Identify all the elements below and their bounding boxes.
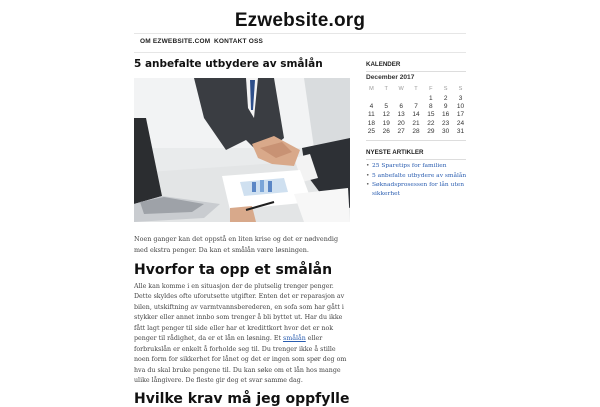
calendar-day: 28 bbox=[412, 127, 420, 135]
calendar-week-row bbox=[364, 119, 468, 127]
handshake-photo bbox=[134, 78, 350, 222]
calendar-day: 20 bbox=[397, 119, 405, 127]
calendar-day: 21 bbox=[412, 119, 420, 127]
calendar-day: 31 bbox=[456, 127, 465, 135]
calendar-day: 8 bbox=[429, 102, 433, 110]
calendar-day bbox=[409, 94, 424, 102]
calendar-caption: December 2017 bbox=[366, 74, 415, 81]
calendar-day bbox=[379, 94, 394, 102]
calendar-week-row bbox=[364, 111, 468, 119]
calendar-day: 24 bbox=[456, 119, 465, 127]
recent-articles-list bbox=[366, 162, 470, 199]
calendar-day: 4 bbox=[369, 102, 374, 110]
calendar-weekday: M bbox=[369, 86, 374, 92]
recent-article-link[interactable]: 25 Sparetips for familien bbox=[372, 163, 447, 169]
calendar-widget-title: KALENDER bbox=[366, 61, 466, 72]
calendar-day: 19 bbox=[382, 119, 390, 127]
calendar-day: 16 bbox=[442, 111, 450, 119]
recent-article-item bbox=[366, 162, 470, 171]
calendar-weekday: W bbox=[398, 86, 404, 92]
calendar-day: 17 bbox=[456, 111, 465, 119]
calendar-day: 6 bbox=[399, 102, 403, 110]
calendar-day: 10 bbox=[456, 102, 465, 110]
calendar-day: 27 bbox=[397, 127, 405, 135]
calendar-day: 13 bbox=[397, 111, 405, 119]
calendar-day: 14 bbox=[412, 111, 420, 119]
section-heading-2: Hvilke krav må jeg oppfylle bbox=[134, 391, 350, 407]
calendar-week-row bbox=[364, 102, 468, 110]
calendar-day: 29 bbox=[427, 127, 435, 135]
calendar-day: 23 bbox=[442, 119, 450, 127]
nav-item-kontakt-oss[interactable]: KONTAKT OSS bbox=[214, 38, 264, 45]
main-navigation bbox=[134, 33, 466, 53]
calendar-week-row bbox=[364, 94, 468, 102]
nav-item-om-ezwebsite[interactable]: OM EZWEBSITE.COM bbox=[140, 38, 211, 45]
calendar-day: 3 bbox=[458, 94, 463, 102]
calendar-day: 18 bbox=[367, 119, 376, 127]
calendar-day: 5 bbox=[384, 102, 389, 110]
calendar-weekday: T bbox=[414, 86, 418, 92]
post-intro: Noen ganger kan det oppstå en liten krise og det er nødvendig med ekstra penger. Da kan et smålån være løsningen. bbox=[134, 235, 339, 254]
calendar-day: 26 bbox=[382, 127, 390, 135]
post-body-paragraph bbox=[134, 282, 350, 387]
recent-articles-title: NYESTE ARTIKLER bbox=[366, 149, 466, 160]
recent-article-item bbox=[366, 172, 470, 181]
calendar-day: 25 bbox=[367, 127, 376, 135]
body-text-part2: eller forbrukslån er enkelt å forholde seg til. Du trenger ikke å stille noen form for sikkerhet for lånet og det er ingen som spør deg om hva du skal bruke pengene til. Du kan søke om et lån hos mange ulike långivere. De fleste gir deg et svar samme dag. bbox=[134, 335, 347, 385]
recent-article-link[interactable]: 5 anbefalte utbydere av smålån bbox=[372, 172, 467, 179]
recent-article-item bbox=[366, 181, 470, 198]
site-title[interactable]: Ezwebsite.org bbox=[234, 10, 366, 31]
calendar-weekday: S bbox=[443, 86, 448, 92]
calendar-day: 1 bbox=[429, 94, 433, 102]
calendar-day bbox=[364, 94, 379, 102]
body-text-part1: Alle kan komme i en situasjon der de plutselig trenger penger. Dette skyldes ofte uforutsette utgifter. Enten det er reparasjon av bilen, utskiftning av varmtvannsberederen, en sofa som har gått i stykker eller annet innbo som trenger å bli byttet ut. Har du ikke fått lagt penger til side eller har et kredittkort hvor det er nok penger til rådighet, da er et lån en løsning. Et bbox=[134, 283, 345, 343]
calendar-day: 12 bbox=[382, 111, 390, 119]
calendar-table bbox=[364, 84, 468, 135]
calendar-day: 11 bbox=[368, 111, 375, 119]
calendar-day: 22 bbox=[427, 119, 435, 127]
calendar-day bbox=[394, 94, 409, 102]
recent-article-link[interactable]: Søknadsprosessen for lån uten sikkerhet bbox=[372, 182, 465, 197]
calendar-weekday: F bbox=[429, 86, 433, 92]
calendar-day: 9 bbox=[443, 102, 448, 110]
post-title[interactable]: 5 anbefalte utbydere av smålån bbox=[134, 58, 323, 70]
section-heading: Hvorfor ta opp et smålån bbox=[134, 262, 333, 278]
calendar-day: 15 bbox=[427, 111, 435, 119]
smalan-link[interactable]: smålån bbox=[283, 335, 306, 343]
calendar-day: 2 bbox=[443, 94, 448, 102]
calendar-day: 7 bbox=[414, 102, 418, 110]
calendar-day: 30 bbox=[442, 127, 450, 135]
calendar-weekday: S bbox=[458, 86, 463, 92]
post-featured-image bbox=[134, 78, 350, 222]
calendar-week-row bbox=[364, 127, 468, 135]
calendar-divider bbox=[366, 140, 466, 141]
calendar-weekday: T bbox=[384, 86, 388, 92]
